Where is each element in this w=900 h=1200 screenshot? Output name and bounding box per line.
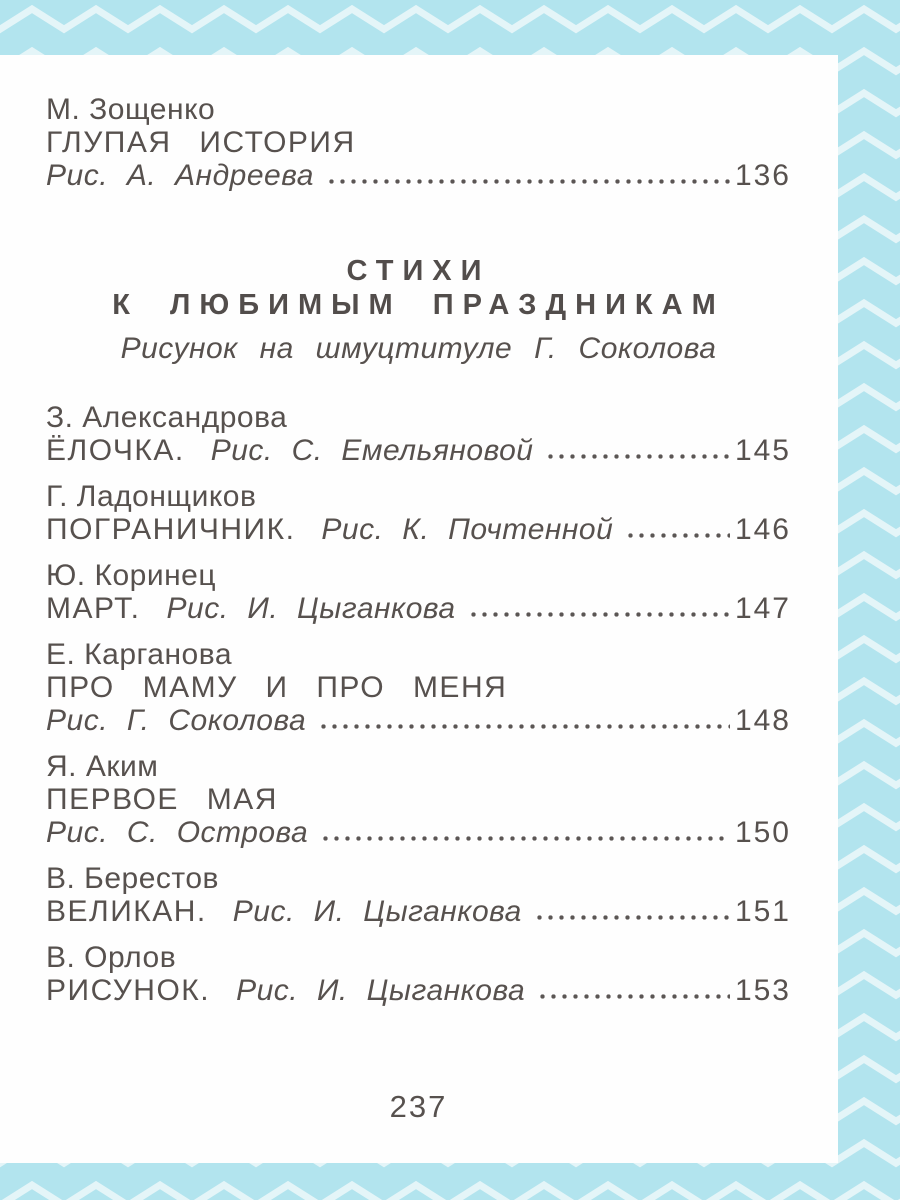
- section-heading-line1: СТИХИ: [346, 255, 491, 287]
- toc-entry-line: [46, 592, 791, 625]
- toc-entry-title: ПЕРВОЕ МАЯ: [46, 783, 278, 816]
- toc-entry-author: З. Александрова: [46, 401, 288, 434]
- toc-entry-illustrator: Рис. С. Емельяновой: [210, 434, 534, 467]
- toc-entry: [46, 941, 791, 1007]
- toc-entry: [46, 750, 791, 849]
- toc-entry: [46, 401, 791, 467]
- toc-entry-page-number: 136: [734, 159, 791, 192]
- toc-entry-author: Е. Карганова: [46, 638, 233, 671]
- toc-entry-line: [46, 159, 791, 192]
- toc-entry-line: [46, 434, 791, 467]
- toc-entry-illustrator: Рис. С. Острова: [46, 816, 309, 849]
- toc-entry-page-number: 153: [734, 974, 791, 1007]
- toc-entry-title: ЁЛОЧКА.: [46, 434, 185, 467]
- toc-entry-title: ВЕЛИКАН.: [46, 895, 207, 928]
- toc-entry-page-number: 151: [734, 895, 791, 928]
- toc-entry-author: В. Берестов: [46, 862, 219, 895]
- section-subtitle: Рисунок на шмуцтитуле Г. Соколова: [120, 332, 717, 365]
- toc-entry-line: [46, 974, 791, 1007]
- toc-entry-title: ПОГРАНИЧНИК.: [46, 513, 296, 546]
- dot-leader: [545, 453, 729, 460]
- toc-entry-page-number: 147: [734, 592, 791, 625]
- toc-entry-line: [46, 704, 791, 737]
- toc-entry-illustrator: Рис. А. Андреева: [46, 159, 314, 192]
- toc-entry-author: Я. Аким: [46, 750, 159, 783]
- toc-entry-illustrator: Рис. И. Цыганкова: [236, 974, 526, 1007]
- dot-leader: [326, 178, 730, 185]
- dot-leader: [625, 532, 730, 539]
- toc-entry: [46, 862, 791, 928]
- toc-entry-illustrator: Рис. И. Цыганкова: [166, 592, 456, 625]
- toc-entry-title: МАРТ.: [46, 592, 141, 625]
- dot-leader: [534, 914, 730, 921]
- toc-entry-line: [46, 126, 791, 159]
- toc-entry-page-number: 150: [734, 816, 791, 849]
- toc-entries-before-heading: [46, 93, 791, 192]
- toc-entry-author: В. Орлов: [46, 941, 177, 974]
- toc-entry-illustrator: Рис. И. Цыганкова: [232, 895, 522, 928]
- toc-entry-illustrator: Рис. Г. Соколова: [46, 704, 307, 737]
- toc-entry-author: Ю. Коринец: [46, 559, 217, 592]
- toc-entry: [46, 638, 791, 737]
- toc-entry-title: РИСУНОК.: [46, 974, 211, 1007]
- toc-entry: [46, 480, 791, 546]
- toc-entries: [46, 401, 791, 1007]
- toc-entry-line: [46, 671, 791, 704]
- dot-leader: [318, 723, 730, 730]
- toc-entry-title: ПРО МАМУ И ПРО МЕНЯ: [46, 671, 508, 704]
- contents-sheet: [0, 55, 838, 1163]
- toc-entry-illustrator: Рис. К. Почтенной: [321, 513, 614, 546]
- toc-entry-title: ГЛУПАЯ ИСТОРИЯ: [46, 126, 356, 159]
- section-heading: [46, 254, 791, 322]
- toc-entry-page-number: 145: [734, 434, 791, 467]
- folio-page-number: 237: [389, 1089, 448, 1124]
- dot-leader: [468, 611, 730, 618]
- dot-leader: [537, 993, 730, 1000]
- section-heading-line2: К ЛЮБИМЫМ ПРАЗДНИКАМ: [112, 289, 725, 321]
- toc-entry-author: Г. Ладонщиков: [46, 480, 257, 513]
- toc-entry-line: [46, 783, 791, 816]
- toc-entry-line: [46, 816, 791, 849]
- toc-entry-line: [46, 513, 791, 546]
- toc-entry-author: М. Зощенко: [46, 93, 216, 126]
- dot-leader: [320, 835, 730, 842]
- toc-entry-line: [46, 895, 791, 928]
- toc-entry: [46, 559, 791, 625]
- toc-entry-page-number: 146: [734, 513, 791, 546]
- toc-entry-page-number: 148: [734, 704, 791, 737]
- toc-entry: [46, 93, 791, 192]
